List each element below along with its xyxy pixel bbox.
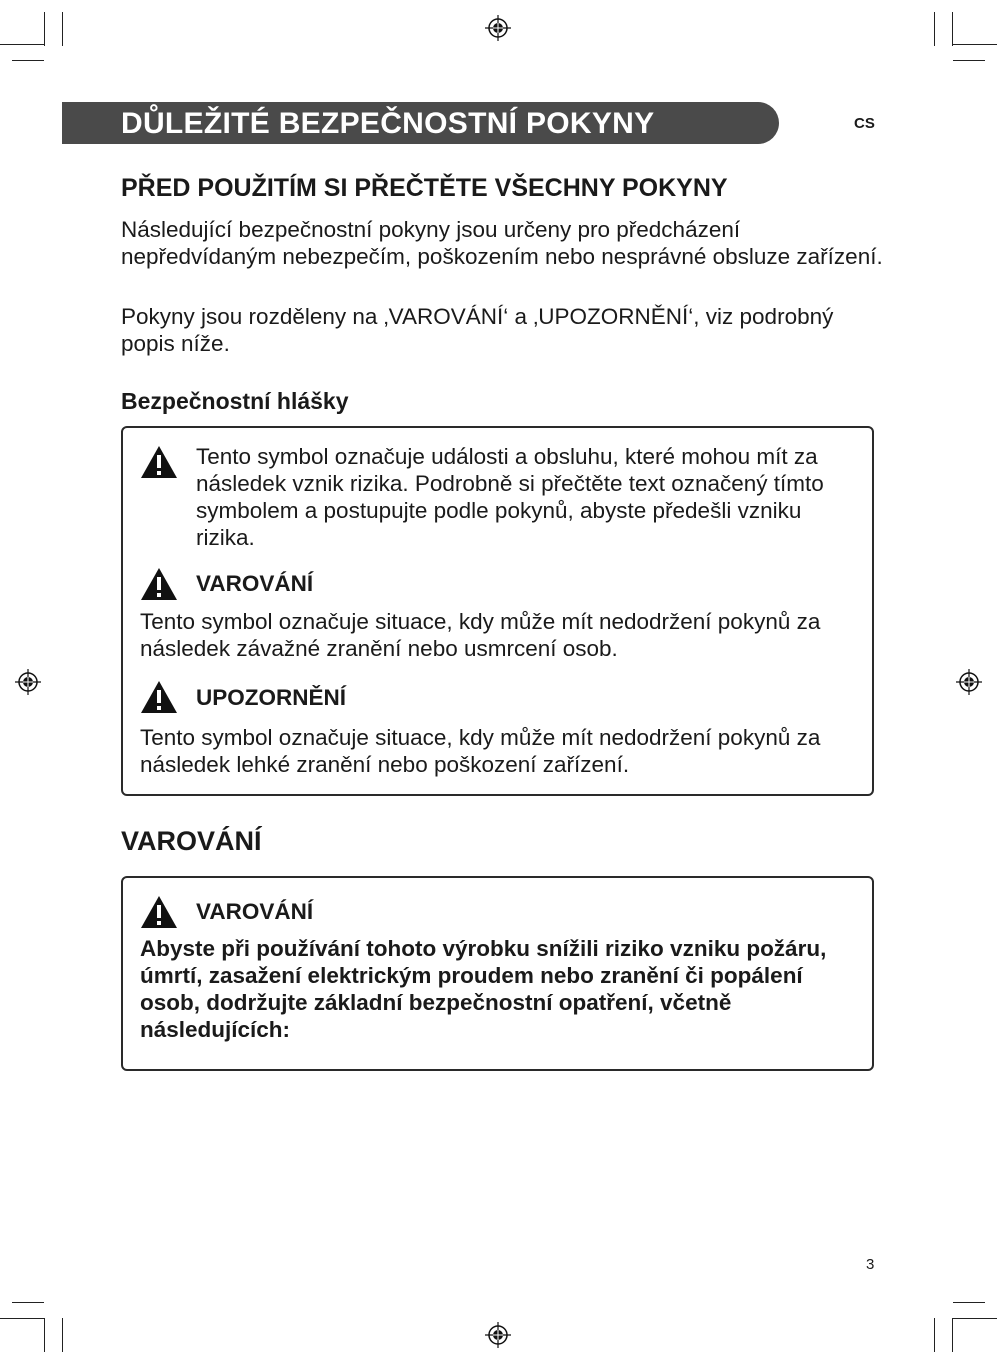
registration-mark-icon (956, 669, 982, 695)
crop-mark (952, 1318, 953, 1352)
crop-mark (0, 44, 44, 45)
caution-description: Tento symbol označuje situace, kdy může mít nedodržení pokynů za následek lehké zranění nebo poškození zařízení. (140, 725, 821, 777)
intro-paragraph-2: Pokyny jsou rozděleny na ‚VAROVÁNÍ‘ a ‚UPOZORNĚNÍ‘, viz podrobný popis níže. (121, 304, 834, 356)
warning-triangle-icon (140, 567, 178, 601)
crop-mark (62, 1318, 63, 1352)
crop-mark (934, 12, 935, 46)
registration-mark-icon (485, 15, 511, 41)
crop-mark (12, 1302, 44, 1303)
registration-mark-icon (15, 669, 41, 695)
warning-section-heading: VAROVÁNÍ (121, 826, 262, 856)
intro-heading: PŘED POUŽITÍM SI PŘEČTĚTE VŠECHNY POKYNY (121, 174, 728, 202)
intro-paragraph-1: Následující bezpečnostní pokyny jsou určeny pro předcházení nepředvídaným nebezpečím, poškozením nebo nesprávné obsluze zařízení. (121, 217, 883, 269)
warning-triangle-icon (140, 895, 178, 929)
header-banner (62, 102, 779, 144)
warning-label: VAROVÁNÍ (196, 571, 314, 596)
registration-mark-icon (485, 1322, 511, 1348)
crop-mark (953, 60, 985, 61)
caution-label: UPOZORNĚNÍ (196, 685, 347, 710)
warning-triangle-icon (140, 680, 178, 714)
crop-mark (44, 12, 45, 46)
warning-box-text: Abyste při používání tohoto výrobku snížili riziko vzniku požáru, úmrtí, zasažení elektrickým proudem nebo zranění či popálení osob, dodržujte základní bezpečnostní opatření, včetně následujících: (140, 936, 827, 1042)
crop-mark (934, 1318, 935, 1352)
language-code: CS (854, 115, 875, 132)
crop-mark (953, 1302, 985, 1303)
crop-mark (12, 60, 44, 61)
crop-mark (952, 12, 953, 46)
crop-mark (0, 1318, 44, 1319)
crop-mark (953, 1318, 997, 1319)
crop-mark (62, 12, 63, 46)
page-title: DŮLEŽITÉ BEZPEČNOSTNÍ POKYNY (121, 107, 655, 140)
safety-messages-box (121, 426, 874, 796)
safety-messages-heading: Bezpečnostní hlášky (121, 388, 349, 414)
warning-box (121, 876, 874, 1071)
page-number: 3 (866, 1256, 875, 1273)
crop-mark (44, 1318, 45, 1352)
crop-mark (953, 44, 997, 45)
warning-triangle-icon (140, 445, 178, 479)
symbol-description: Tento symbol označuje události a obsluhu, které mohou mít za následek vznik rizika. Podrobně si přečtěte text označený tímto symbolem a postupujte podle pokynů, abyste předešli vzniku rizika. (196, 444, 824, 550)
warning-box-label: VAROVÁNÍ (196, 899, 314, 924)
warning-description: Tento symbol označuje situace, kdy může mít nedodržení pokynů za následek závažné zranění nebo usmrcení osob. (140, 609, 821, 661)
